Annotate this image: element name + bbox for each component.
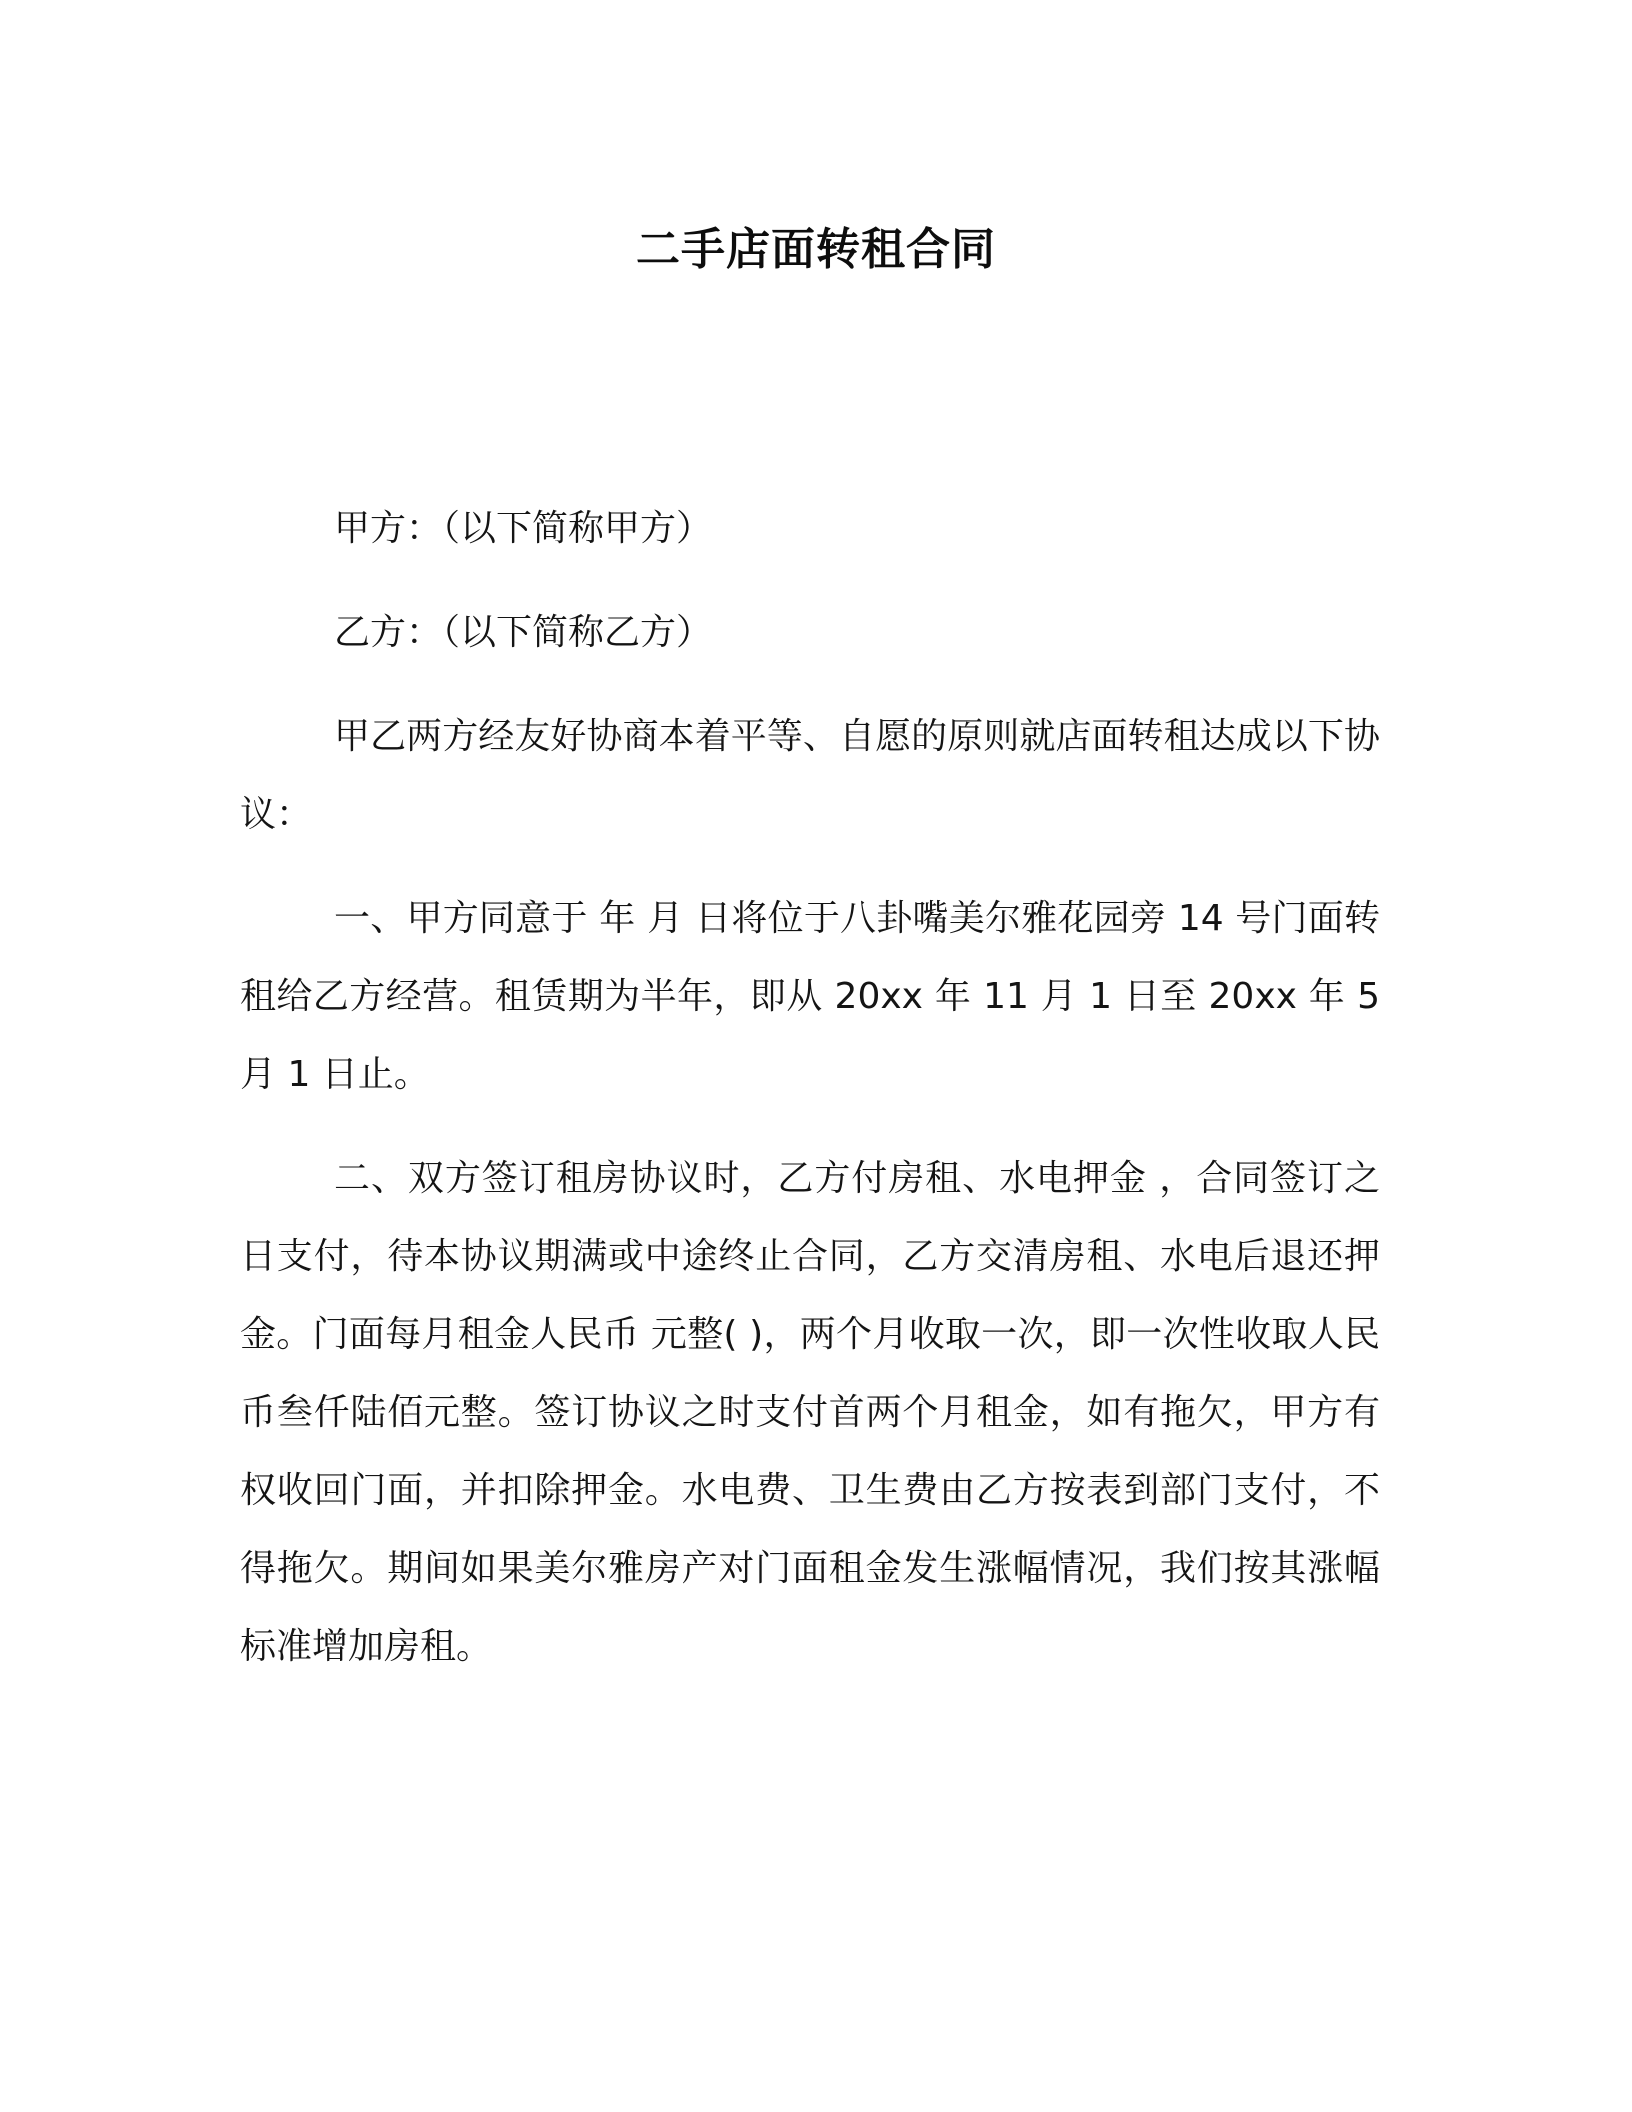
document-title: 二手店面转租合同 xyxy=(636,224,996,275)
document-body xyxy=(240,490,1380,1712)
clause-two: 二、双方签订租房协议时，乙方付房租、水电押金 ，合同签订之日支付，待本协议期满或中途终止合同，乙方交清房租、水电后退还押金。门面每月租金人民币 元整( )，两个月收取一次，即一次性收取人民币叁仟陆佰元整。签订协议之时支付首两个月租金，如有拖欠，甲方有权收回门面，并扣除押金。水电费、卫生费由乙方按表到部门支付，不得拖欠。期间如果美尔雅房产对门面租金发生涨幅情况，我们按其涨幅标准增加房租。 xyxy=(240,1158,1380,1667)
agreement-intro: 甲乙两方经友好协商本着平等、自愿的原则就店面转租达成以下协议： xyxy=(240,716,1380,835)
clause-one: 一、甲方同意于 年 月 日将位于八卦嘴美尔雅花园旁 14 号门面转租给乙方经营。租赁期为半年，即从 20xx 年 11 月 1 日至 20xx 年 5 月 1 日止。 xyxy=(240,898,1380,1095)
party-a-line: 甲方：（以下简称甲方） xyxy=(334,508,713,549)
party-b-line: 乙方：（以下简称乙方） xyxy=(334,612,713,653)
